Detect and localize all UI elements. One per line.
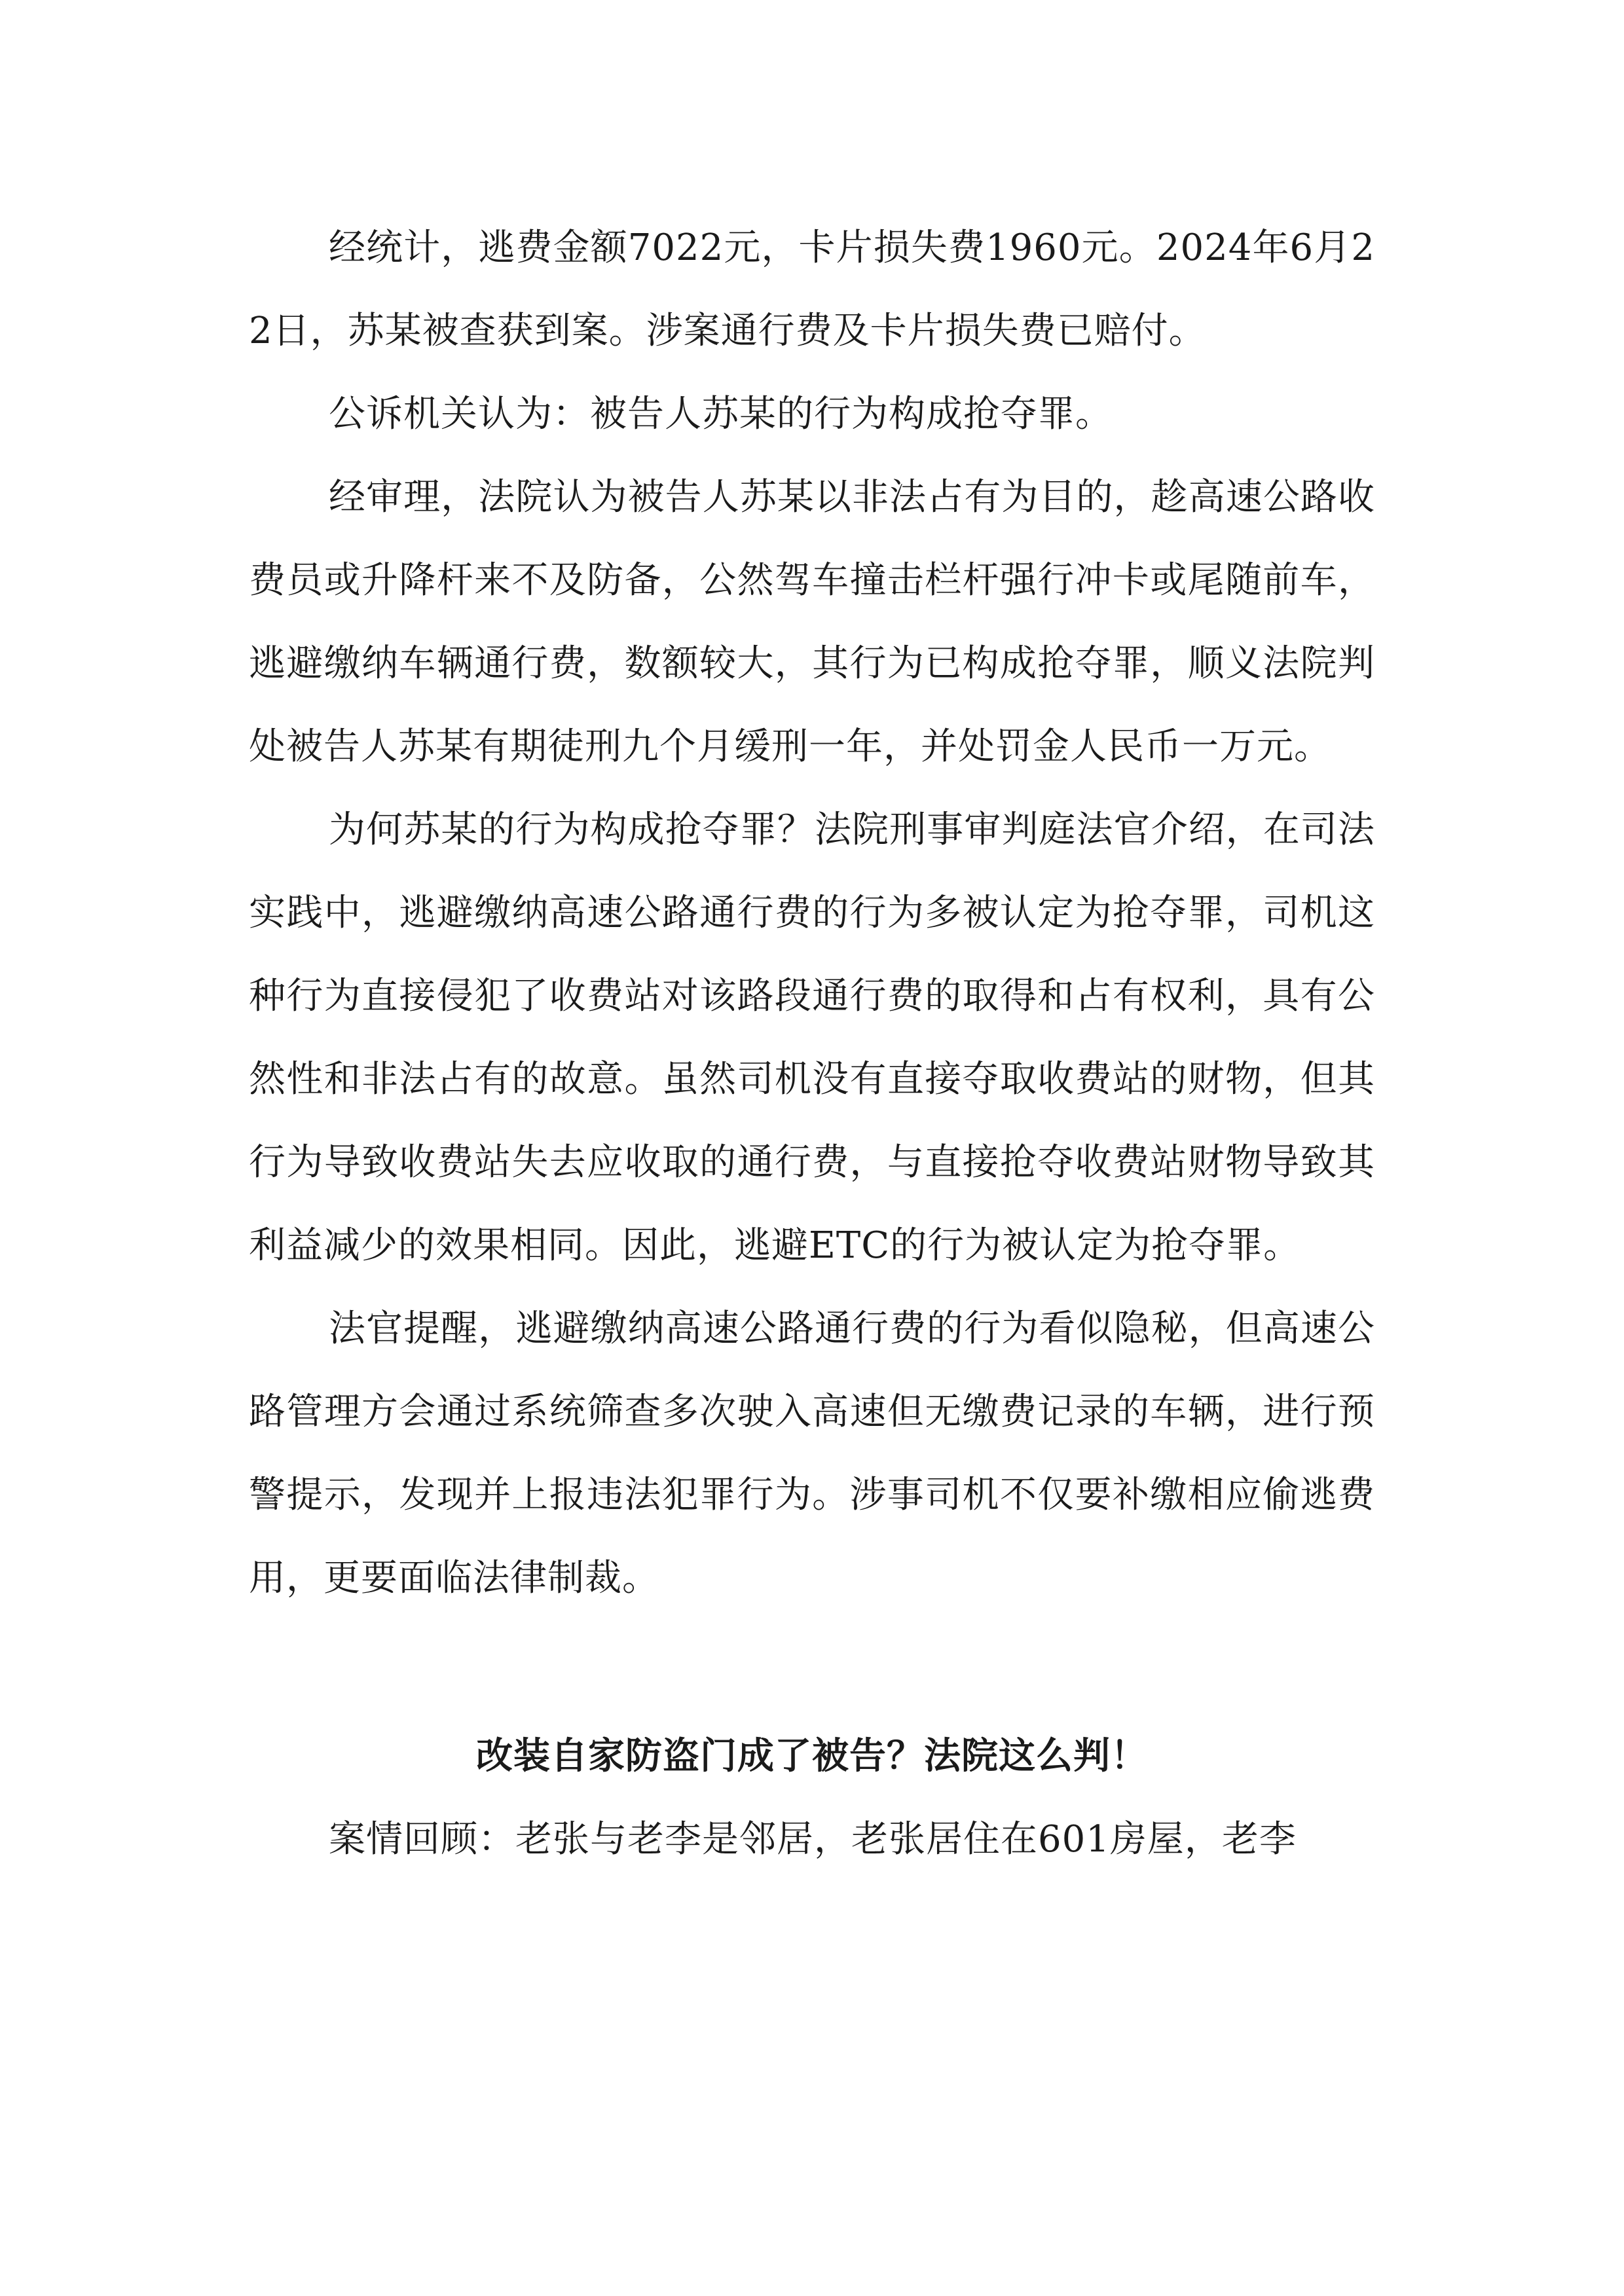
paragraph-court-ruling: 经审理，法院认为被告人苏某以非法占有为目的，趁高速公路收费员或升降杆来不及防备，公然驾车撞击栏杆强行冲卡或尾随前车，逃避缴纳车辆通行费，数额较大，其行为已构成抢夺罪，顺义法院判处被告人苏某有期徒刑九个月缓刑一年，并处罚金人民币一万元。	[249, 476, 1375, 768]
paragraph-prosecution-view: 公诉机关认为：被告人苏某的行为构成抢夺罪。	[329, 393, 1113, 435]
paragraph-toll-evasion-stats: 经统计，逃费金额7022元，卡片损失费1960元。2024年6月22日，苏某被查获到案。涉案通行费及卡片损失费已赔付。	[249, 227, 1375, 352]
section-title: 改装自家防盗门成了被告？法院这么判！	[476, 1734, 1148, 1777]
paragraph-judge-reminder: 法官提醒，逃避缴纳高速公路通行费的行为看似隐秘，但高速公路管理方会通过系统筛查多次驶入高速但无缴费记录的车辆，进行预警提示，发现并上报违法犯罪行为。涉事司机不仅要补缴相应偷逃费用，更要面临法律制裁。	[249, 1307, 1375, 1599]
paragraph-judge-explanation: 为何苏某的行为构成抢夺罪？法院刑事审判庭法官介绍，在司法实践中，逃避缴纳高速公路通行费的行为多被认定为抢夺罪，司机这种行为直接侵犯了收费站对该路段通行费的取得和占有权利，具有公然性和非法占有的故意。虽然司机没有直接夺取收费站的财物，但其行为导致收费站失去应收取的通行费，与直接抢夺收费站财物导致其利益减少的效果相同。因此，逃避ETC的行为被认定为抢夺罪。	[249, 809, 1375, 1267]
paragraph-case-review: 案情回顾：老张与老李是邻居，老张居住在601房屋，老李	[329, 1818, 1297, 1861]
document-body	[249, 206, 1375, 1881]
